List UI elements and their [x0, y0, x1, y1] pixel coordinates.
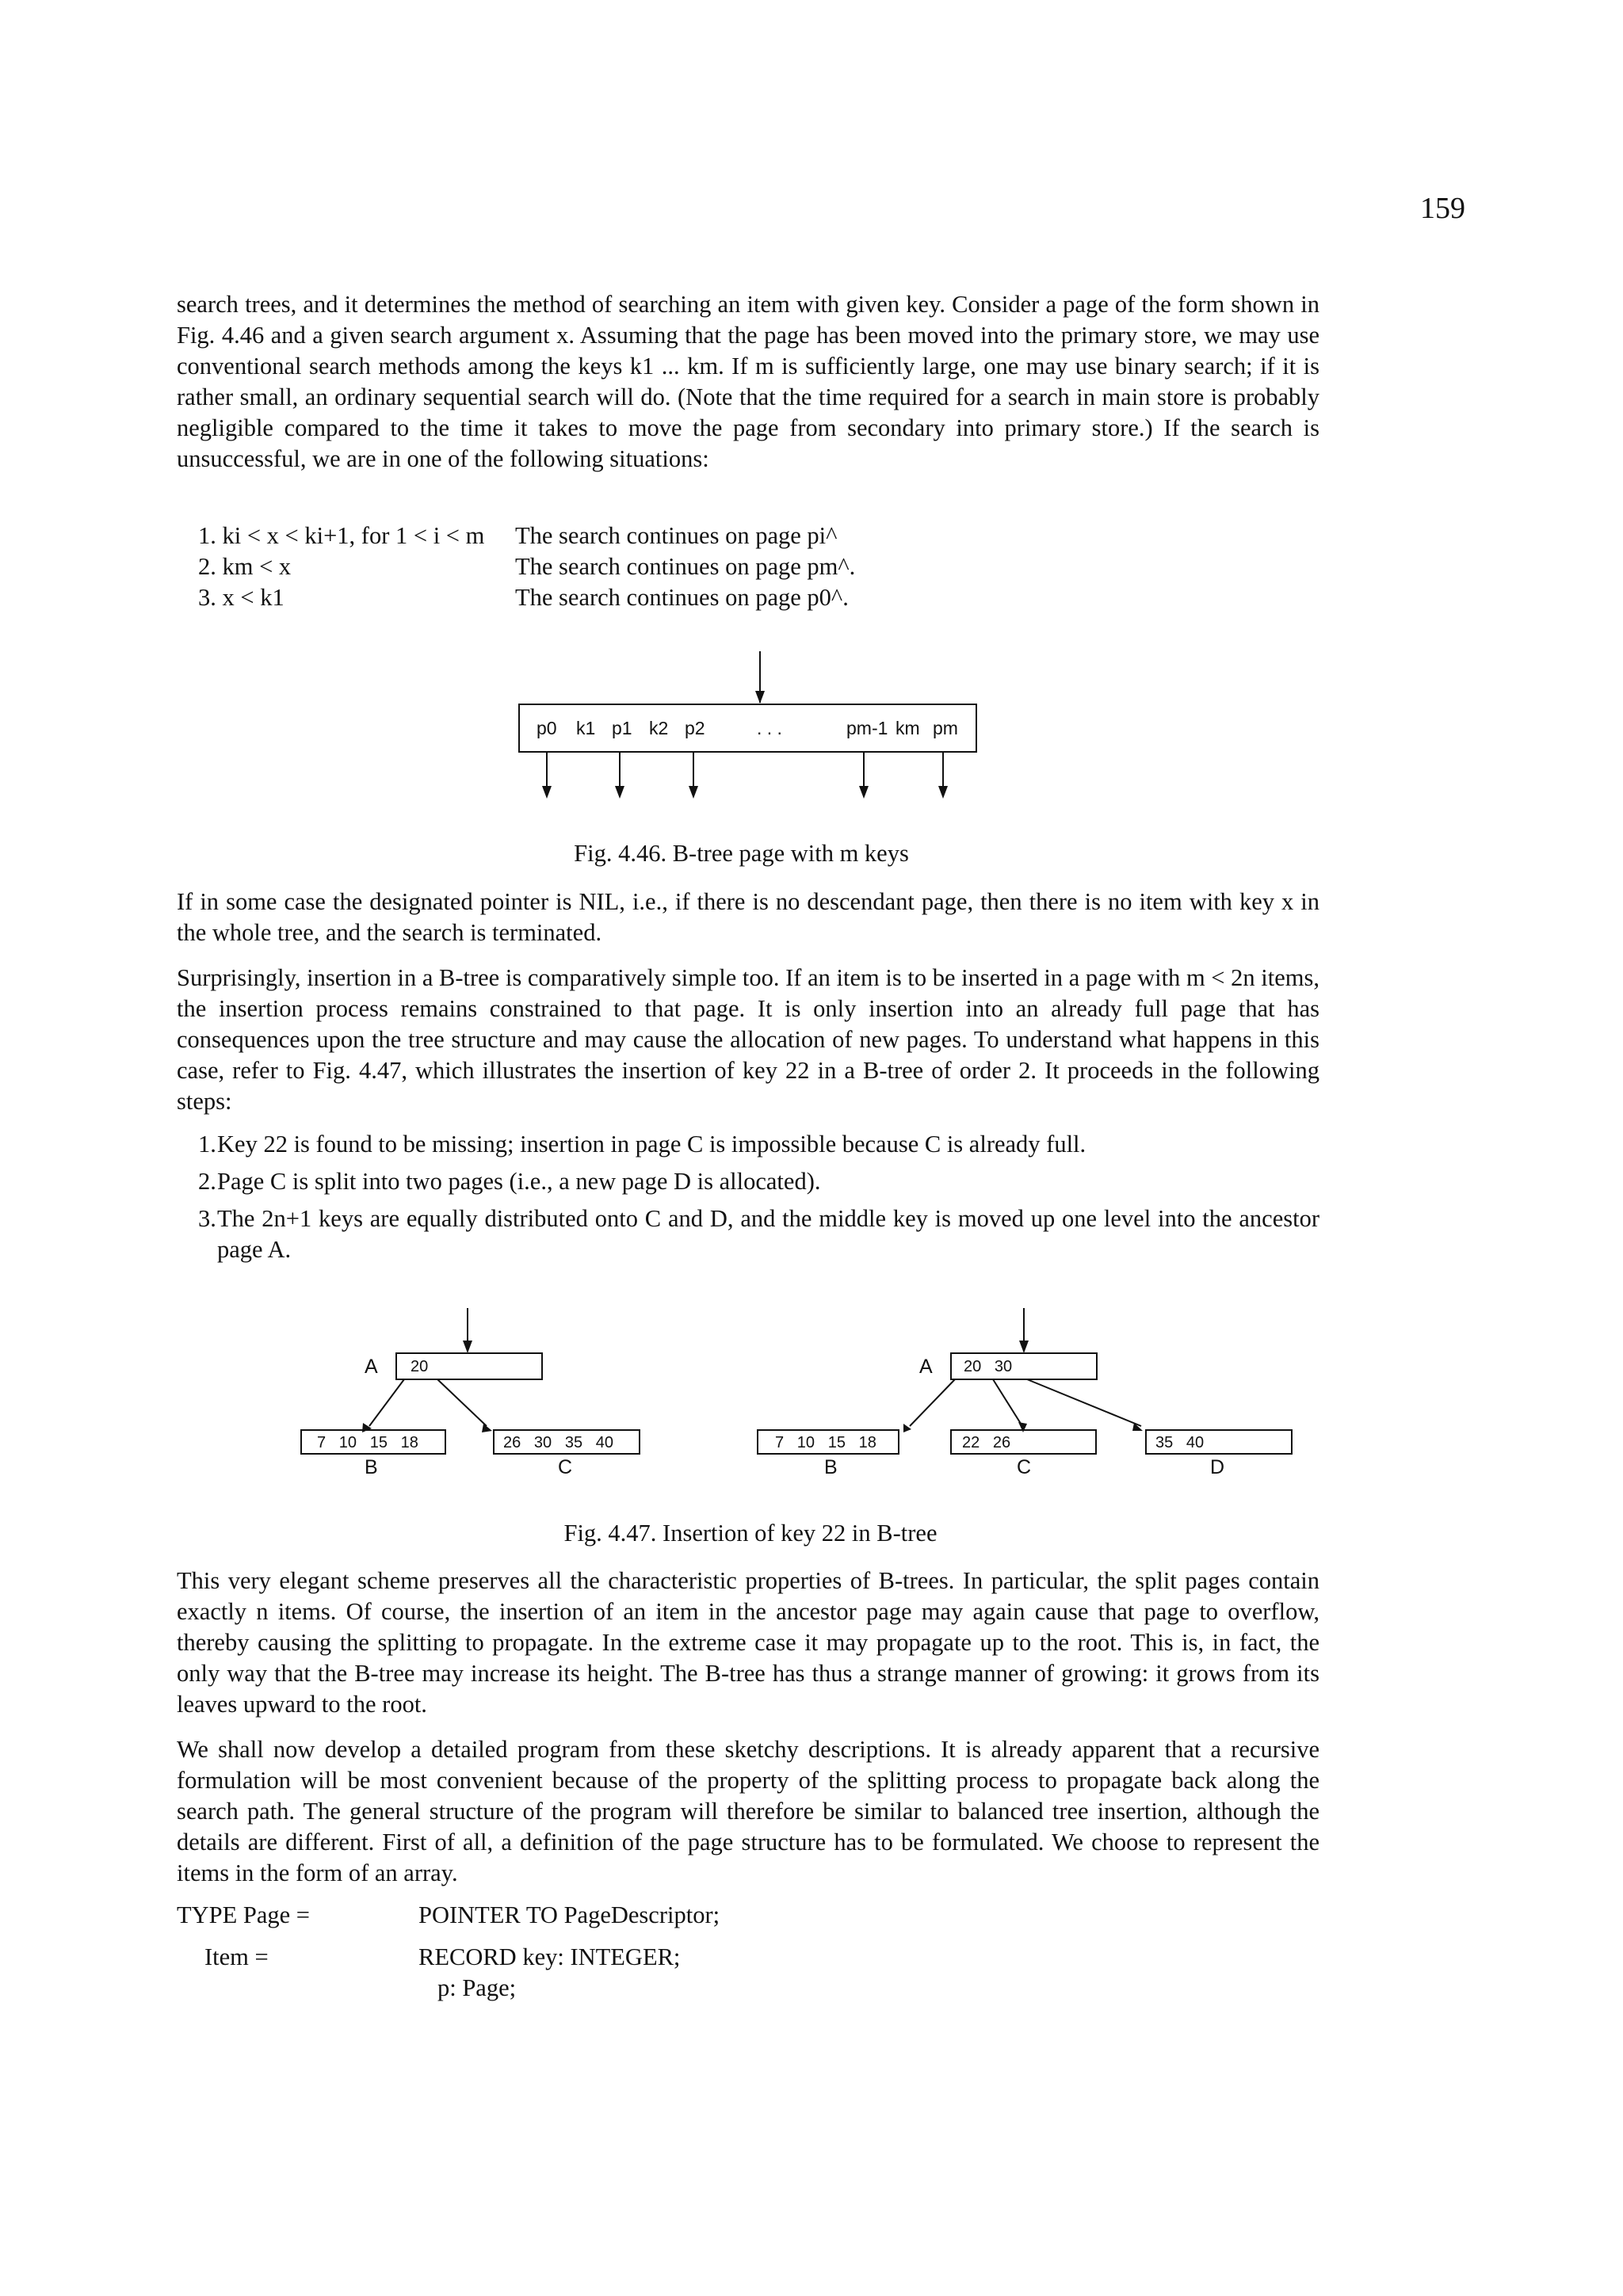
para-insertion: Surprisingly, insertion in a B-tree is comparatively simple too. If an item is to be inserted in a page with m < 2n items, the insertion process remains constrained to that page. It is only insertion into an already full page that has consequences upon the tree structure and may cause the allocation of new pages. To understand what happens in this case, refer to Fig. 4.47, which illustrates the insertion of key 22 in a B-tree of order 2. It proceeds in the following steps: [177, 964, 1319, 1115]
after-root-keys: 20 30 [964, 1358, 1013, 1375]
label-p1: p1 [612, 718, 632, 738]
after-left-label: B [824, 1456, 838, 1478]
page-labels [537, 718, 958, 738]
before-root-keys: 20 [411, 1358, 429, 1375]
code-row [177, 1900, 720, 1931]
before-arrowheads [362, 1341, 492, 1432]
after-right-keys: 35 40 [1155, 1434, 1205, 1451]
label-k1: k1 [576, 718, 596, 738]
code-pointer-field: p: Page; [437, 1974, 517, 2001]
code-type-page: TYPE Page = [177, 1901, 310, 1928]
case-action: The search continues on page p0^. [515, 584, 849, 611]
before-tree [301, 1308, 640, 1454]
case-condition: 1. ki < x < ki+1, for 1 < i < m [198, 522, 485, 549]
case-action: The search continues on page pm^. [515, 553, 856, 580]
code-record-decl: RECORD key: INTEGER; [418, 1943, 681, 1970]
case-action: The search continues on page pi^ [515, 522, 838, 549]
label-k2: k2 [649, 718, 669, 738]
after-left-keys: 7 10 15 18 [775, 1434, 876, 1451]
label-p2: p2 [685, 718, 705, 738]
step-item [198, 1166, 1319, 1197]
after-tree [758, 1308, 1292, 1454]
intro-paragraph: search trees, and it determines the method of searching an item with given key. Consider a page of the form shown in Fig. 4.46 and a given search argument x. Assuming that the page has been moved into the primary store, we may use conventional search methods among the keys k1 ... km. If m is sufficiently large, one may use binary search; if it is rather small, an ordinary sequential search will do. (Note that the time required for a search in main store is probably negligible compared to the time it takes to move the page from secondary into primary store.) If the search is unsuccessful, we are in one of the following situations: [177, 291, 1319, 472]
label-p0: p0 [537, 718, 557, 738]
step-item [198, 1129, 1319, 1160]
after-edge-A-C [993, 1379, 1022, 1426]
step-number: 1. [198, 1131, 216, 1158]
before-right-keys: 26 30 35 40 [503, 1434, 613, 1451]
text-block-nil-insertion [177, 887, 1319, 1131]
figure-4-47-caption: Fig. 4.47. Insertion of key 22 in B-tree [563, 1520, 938, 1547]
before-labels [317, 1356, 613, 1478]
label-pm: pm [933, 718, 958, 738]
pointer-arrowheads [542, 786, 948, 799]
before-root-label: A [365, 1356, 378, 1378]
figure-4-46 [0, 0, 1623, 871]
code-block [177, 1900, 720, 2015]
step-number: 2. [198, 1168, 216, 1195]
after-edge-A-D [1027, 1379, 1141, 1426]
after-arrowheads [903, 1341, 1143, 1432]
case-condition: 2. km < x [198, 553, 292, 580]
insertion-steps [198, 1129, 1319, 1272]
case-condition: 3. x < k1 [198, 584, 285, 611]
after-right-label: D [1210, 1456, 1225, 1478]
before-edge-A-C [437, 1379, 487, 1426]
after-mid-label: C [1017, 1456, 1032, 1478]
figure-4-47 [0, 1268, 1623, 1505]
after-root-label: A [919, 1356, 933, 1378]
code-pointer-decl: POINTER TO PageDescriptor; [418, 1901, 720, 1928]
after-labels [775, 1356, 1224, 1478]
before-right-label: C [558, 1456, 573, 1478]
label-ellipsis: . . . [757, 718, 782, 738]
figure-4-46-caption: Fig. 4.46. B-tree page with m keys [574, 840, 909, 867]
para-develop: We shall now develop a detailed program from these sketchy descriptions. It is already apparent that a recursive formulation will be most convenient because of the property of the splitting process to propagate back along the search path. The general structure of the program will therefore be similar to balanced tree insertion, although the details are different. First of all, a definition of the page structure has to be formulated. We choose to represent the items in the form of an array. [177, 1736, 1319, 1886]
code-row [177, 1942, 720, 1973]
step-text: Key 22 is found to be missing; insertion in page C is impossible because C is already full. [217, 1131, 1086, 1158]
before-left-label: B [365, 1456, 378, 1478]
after-edge-A-B [910, 1379, 955, 1426]
label-km: km [896, 718, 920, 738]
label-pm-1: pm-1 [846, 718, 888, 738]
before-edge-A-B [369, 1379, 404, 1426]
before-left-keys: 7 10 15 18 [317, 1434, 418, 1451]
step-text: The 2n+1 keys are equally distributed onto C and D, and the middle key is moved up one level into the ancestor page A. [217, 1205, 1319, 1263]
step-text: Page C is split into two pages (i.e., a new page D is allocated). [217, 1168, 821, 1195]
step-item [198, 1203, 1319, 1265]
para-nil: If in some case the designated pointer is NIL, i.e., if there is no descendant page, then there is no item with key x in the whole tree, and the search is terminated. [177, 888, 1319, 946]
page-number: 159 [1420, 192, 1465, 225]
text-block-elegant-develop [177, 1566, 1319, 1903]
arrowhead [755, 691, 765, 704]
pointer-arrows [547, 752, 943, 795]
para-elegant: This very elegant scheme preserves all the characteristic properties of B-trees. In particular, the split pages contain exactly n items. Of course, the insertion of an item in the ancestor page may again cause that page to overflow, thereby causing the splitting to propagate. In the extreme case it may propagate up to the root. This is, in fact, the only way that the B-tree may increase its height. The B-tree has thus a strange manner of growing: it grows from its leaves upward to the root. [177, 1567, 1319, 1718]
step-number: 3. [198, 1205, 216, 1232]
after-mid-keys: 22 26 [962, 1434, 1011, 1451]
code-row [177, 1973, 720, 2004]
code-item: Item = [204, 1943, 269, 1970]
